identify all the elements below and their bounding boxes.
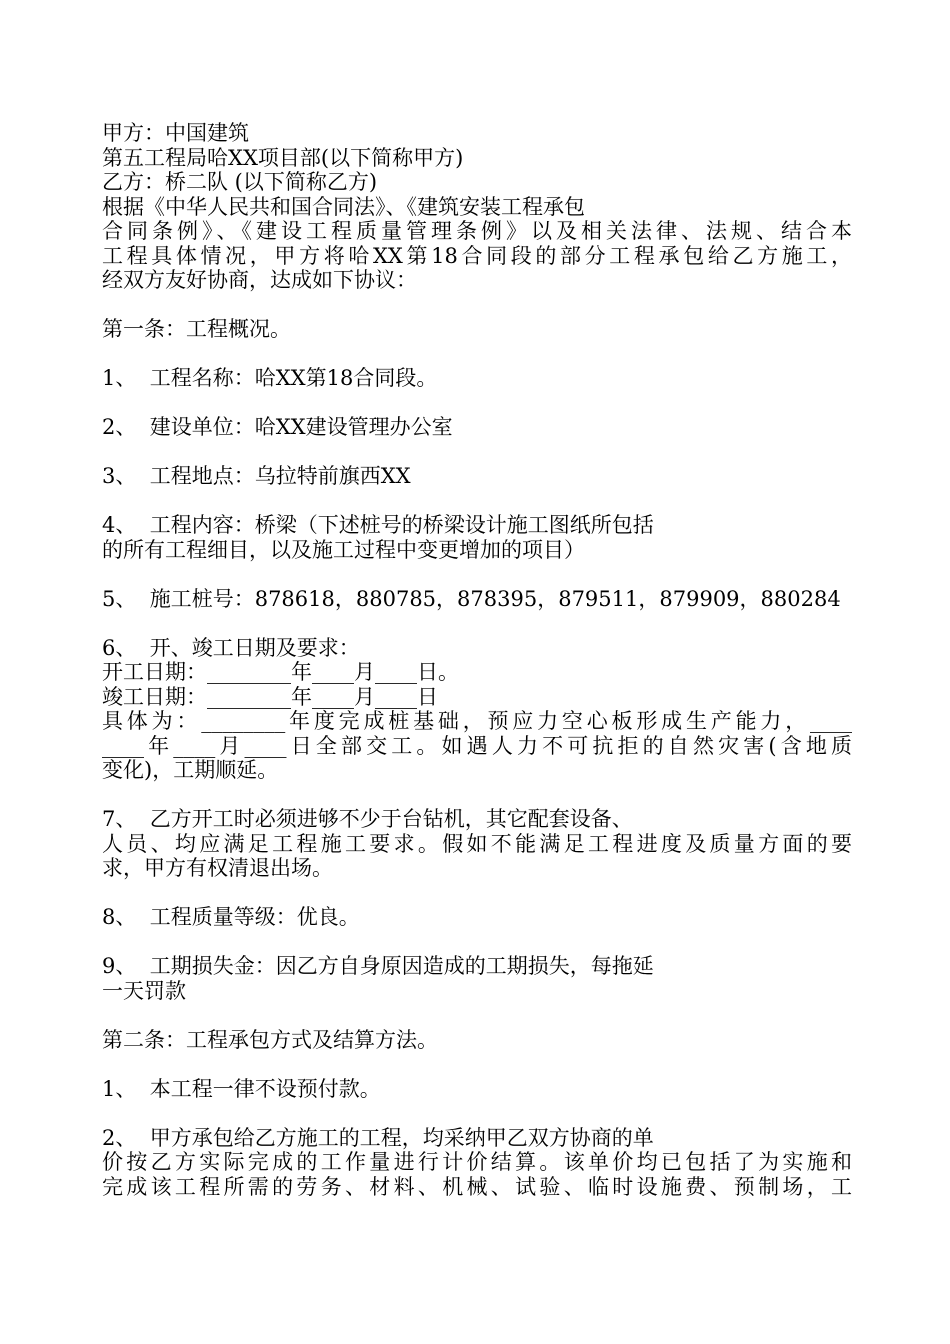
item-4-content-line-2: 的所有工程细目，以及施工过程中变更增加的项目）: [102, 537, 585, 562]
item-5-stake-numbers: 5、 施工桩号：878618，880785，878395，879511，879909，880284: [102, 586, 841, 611]
contract-text: [102, 121, 852, 1199]
intro-line-4: 经双方友好协商，达成如下协议：: [102, 268, 417, 292]
item-7-line-3: 求，甲方有权清退出场。: [102, 856, 333, 880]
item-7-line-2: 人员、均应满足工程施工要求。假如不能满足工程进度及质量方面的要: [102, 831, 852, 856]
item-6-start-date: 开工日期：________年____月____日。: [102, 660, 459, 684]
article-2-item-2-line-3: 完成该工程所需的劳务、材料、机械、试验、临时设施费、预制场，工: [102, 1174, 852, 1199]
intro-line-1: 根据《中华人民共和国合同法》、《建筑安装工程承包: [102, 194, 585, 219]
item-6-end-date: 竣工日期：________年____月____日: [102, 684, 438, 709]
item-6-detail-line-2: ____年____月____日全部交工。如遇人力不可抗拒的自然灾害(含地质: [102, 733, 852, 758]
item-7-line-1: 7、 乙方开工时必须进够不少于台钻机，其它配套设备、: [102, 807, 633, 831]
article-2-item-1: 1、 本工程一律不设预付款。: [102, 1076, 381, 1101]
item-3-location: 3、 工程地点：乌拉特前旗西XX: [102, 464, 411, 488]
intro-line-2: 合同条例》、《建设工程质量管理条例》以及相关法律、法规、结合本: [102, 219, 852, 243]
item-8-quality: 8、 工程质量等级：优良。: [102, 905, 360, 929]
article-2-item-2-line-2: 价按乙方实际完成的工作量进行计价结算。该单价均已包括了为实施和: [102, 1150, 852, 1174]
item-9-line-2: 一天罚款: [102, 978, 186, 1003]
item-4-content-line-1: 4、 工程内容：桥梁（下述桩号的桥梁设计施工图纸所包括: [102, 513, 654, 537]
article-2-item-2-line-1: 2、 甲方承包给乙方施工的工程，均采纳甲乙双方协商的单: [102, 1125, 654, 1150]
party-a-unit-line: 第五工程局哈XX项目部(以下简称甲方): [102, 145, 464, 170]
party-a-line: 甲方：中国建筑: [102, 121, 249, 145]
article-1-title: 第一条：工程概况。: [102, 317, 291, 341]
item-6-detail-line-1: 具体为：________年度完成桩基础，预应力空心板形成生产能力，____: [102, 709, 852, 733]
item-6-detail-line-3: 变化)，工期顺延。: [102, 758, 279, 782]
item-6-dates-title: 6、 开、竣工日期及要求：: [102, 635, 360, 660]
party-b-line: 乙方：桥二队 (以下简称乙方): [102, 170, 378, 194]
intro-line-3: 工程具体情况，甲方将哈XX第18合同段的部分工程承包给乙方施工，: [102, 243, 852, 268]
item-1-project-name: 1、 工程名称：哈XX第18合同段。: [102, 366, 438, 390]
item-2-builder: 2、 建设单位：哈XX建设管理办公室: [102, 415, 453, 439]
item-9-line-1: 9、 工期损失金：因乙方自身原因造成的工期损失，每拖延: [102, 954, 654, 978]
article-2-title: 第二条：工程承包方式及结算方法。: [102, 1027, 438, 1052]
